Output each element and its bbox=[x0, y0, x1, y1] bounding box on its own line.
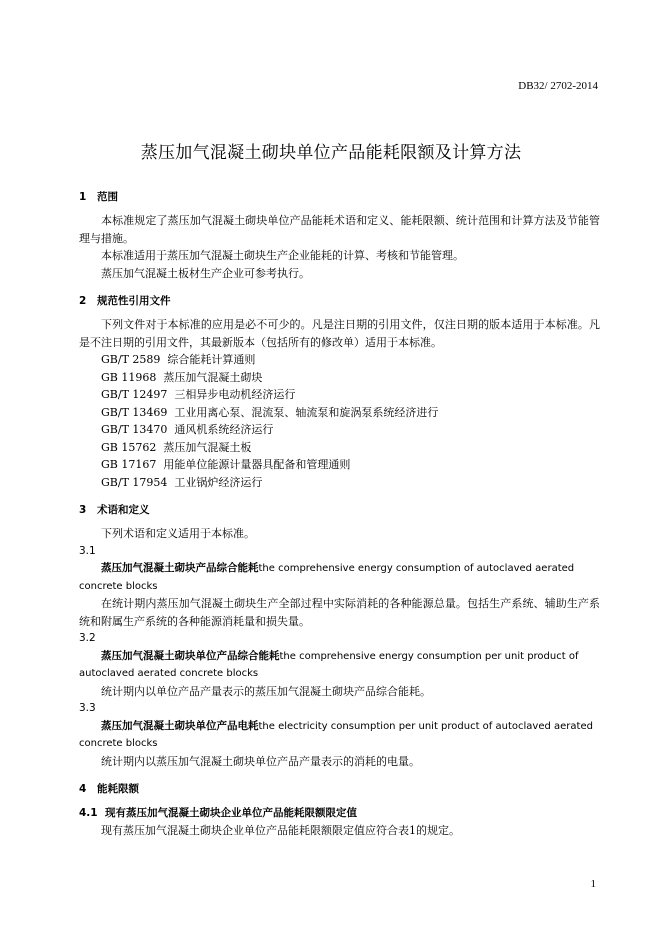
document-body bbox=[79, 188, 600, 840]
paragraph: 现有蒸压加气混凝土砌块企业单位产品能耗限额限定值应符合表1的规定。 bbox=[101, 824, 460, 837]
section-heading-3: 3 术语和定义 bbox=[79, 504, 150, 516]
section-heading-4: 4 能耗限额 bbox=[79, 783, 139, 795]
term-number: 3.1 bbox=[79, 544, 96, 557]
document-title: 蒸压加气混凝土砌块单位产品能耗限额及计算方法 bbox=[140, 143, 522, 163]
reference-item: GB/T 13470 通风机系统经济运行 bbox=[101, 423, 274, 436]
reference-item: GB/T 12497 三相异步电动机经济运行 bbox=[101, 388, 296, 401]
paragraph: 本标准适用于蒸压加气混凝土砌块生产企业能耗的计算、考核和节能管理。 bbox=[101, 249, 464, 262]
reference-item: GB/T 17954 工业锅炉经济运行 bbox=[101, 475, 263, 489]
reference-item: GB/T 2589 综合能耗计算通则 bbox=[101, 353, 256, 366]
term-number: 3.3 bbox=[79, 702, 96, 714]
page-number: 1 bbox=[590, 878, 596, 890]
paragraph: 蒸压加气混凝土板材生产企业可参考执行。 bbox=[101, 266, 310, 280]
reference-item: GB 17167 用能单位能源计量器具配备和管理通则 bbox=[101, 458, 351, 471]
term-heading: 蒸压加气混凝土砌块产品综合能耗the comprehensive energy consumption of autoclaved aerated concrete blocks bbox=[79, 562, 575, 592]
paragraph: 下列术语和定义适用于本标准。 bbox=[101, 527, 255, 540]
term-definition: 统计期内以蒸压加气混凝土砌块单位产品产量表示的消耗的电量。 bbox=[101, 754, 420, 768]
reference-list bbox=[79, 351, 600, 491]
reference-item: GB/T 13469 工业用离心泵、混流泵、轴流泵和旋涡泵系统经济进行 bbox=[101, 405, 439, 419]
reference-item: GB 11968 蒸压加气混凝土砌块 bbox=[101, 370, 263, 384]
section-heading-2: 2 规范性引用文件 bbox=[79, 295, 171, 307]
reference-item: GB 15762 蒸压加气混凝土板 bbox=[101, 440, 252, 454]
term-heading: 蒸压加气混凝土砌块单位产品电耗the electricity consumption per unit product of autoclaved aerated concrete blocks bbox=[79, 719, 593, 749]
subsection-heading-4-1: 4.1 现有蒸压加气混凝土砌块企业单位产品能耗限额限定值 bbox=[79, 807, 357, 819]
term-heading: 蒸压加气混凝土砌块单位产品综合能耗the comprehensive energy consumption per unit product of autoclaved aerated concrete blocks bbox=[79, 649, 579, 679]
section-heading-1: 1 范围 bbox=[79, 191, 118, 203]
term-definition: 统计期内以单位产品产量表示的蒸压加气混凝土砌块产品综合能耗。 bbox=[101, 684, 431, 698]
term-definition: 在统计期内蒸压加气混凝土砌块生产全部过程中实际消耗的各种能源总量。包括生产系统、辅助生产系统和附属生产系统的各种能源消耗量和损失量。 bbox=[79, 597, 600, 628]
standard-code: DB32/ 2702-2014 bbox=[518, 80, 598, 92]
paragraph: 下列文件对于本标准的应用是必不可少的。凡是注日期的引用文件，仅注日期的版本适用于本标准。凡是不注日期的引用文件，其最新版本（包括所有的修改单）适用于本标准。 bbox=[79, 318, 600, 349]
term-number: 3.2 bbox=[79, 632, 96, 644]
paragraph: 本标准规定了蒸压加气混凝土砌块单位产品能耗术语和定义、能耗限额、统计范围和计算方法及节能管理与措施。 bbox=[79, 214, 600, 245]
